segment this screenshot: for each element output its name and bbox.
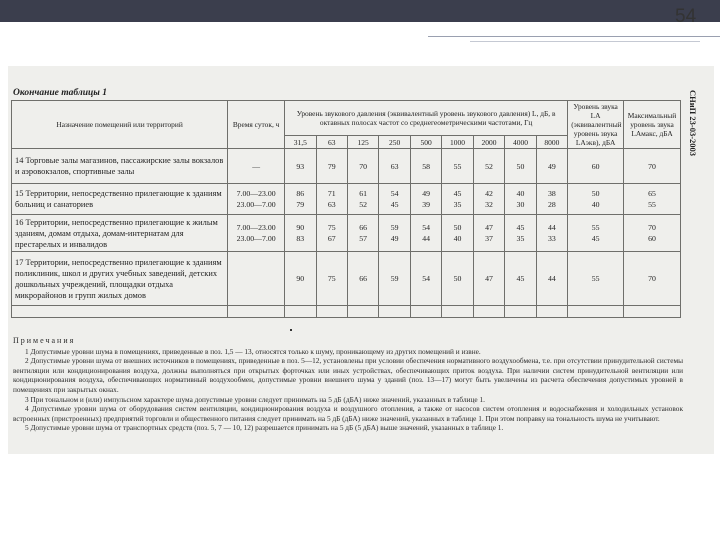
equivalent-level-cell (568, 252, 624, 306)
empty-cell (568, 306, 624, 318)
octave-level-cell-line: 54 (390, 189, 399, 198)
max-level-cell-line: 65 (648, 189, 656, 198)
octave-level-cell-line: 47 (485, 274, 493, 283)
time-of-day-cell-line: — (252, 161, 261, 171)
octave-level-cell-line: 28 (548, 200, 556, 209)
octave-level-cell-line: 42 (485, 189, 493, 198)
octave-level-cell-line: 35 (453, 200, 462, 209)
equivalent-level-cell-line: 40 (591, 200, 600, 209)
octave-level-cell-line: 40 (516, 189, 525, 198)
octave-level-cell (505, 184, 536, 215)
octave-level-cell-line: 33 (548, 234, 556, 243)
time-of-day-cell-line: 23.00—7.00 (236, 200, 276, 209)
empty-cell (228, 306, 285, 318)
frequency-header-cell: 500 (410, 136, 441, 149)
equivalent-level-cell (568, 149, 624, 184)
octave-level-cell (473, 252, 504, 306)
frequency-header-cell: 1000 (442, 136, 473, 149)
octave-level-cell (410, 215, 441, 252)
empty-cell (624, 306, 681, 318)
note-item: 4 Допустимые уровни шума от оборудования систем вентиляции, кондиционирования воздуха и воздушного отопления, а также от насосов систем отопления и водоснабжения и холодильных установок встроенных (пристроенных) предприятий торговли и общественного питания следует принимать на 5 дБ (дБА) ниже значений, указанных в таблице 1. При этом поправку на тональность шума не учитывают. (13, 404, 683, 423)
octave-level-cell (442, 184, 473, 215)
octave-level-cell-line: 45 (453, 189, 462, 198)
table-row (12, 252, 681, 306)
octave-level-cell (410, 184, 441, 215)
frequency-header-cell: 125 (347, 136, 378, 149)
room-or-territory-name: 15 Территории, непосредственно прилегающие к зданиям больниц и санаториев (12, 184, 228, 215)
col-header-max-level: Максимальный уровень звука LAмакс, дБА (624, 101, 681, 149)
room-or-territory-name: 14 Торговые залы магазинов, пассажирские залы вокзалов и аэровокзалов, спортивные залы (12, 149, 228, 184)
octave-level-cell-line: 54 (422, 274, 430, 283)
octave-level-cell (536, 184, 568, 215)
octave-level-cell (505, 149, 536, 184)
octave-level-cell-line: 44 (422, 234, 430, 243)
octave-level-cell (473, 215, 504, 252)
octave-level-cell (442, 252, 473, 306)
octave-level-cell-line: 75 (327, 274, 336, 283)
time-of-day-cell (228, 184, 285, 215)
time-of-day-cell-line: 7.00—23.00 (236, 223, 276, 232)
equivalent-level-cell-line: 55 (591, 274, 600, 283)
slide-accent-line (428, 36, 720, 37)
octave-level-cell-line: 49 (548, 161, 556, 171)
table-body (12, 149, 681, 318)
octave-level-cell-line: 50 (453, 274, 462, 283)
octave-level-cell (442, 215, 473, 252)
equivalent-level-cell-line: 60 (591, 161, 600, 171)
equivalent-level-cell-line: 50 (591, 189, 600, 198)
octave-level-cell (347, 184, 378, 215)
frequency-header-cell: 2000 (473, 136, 504, 149)
octave-level-cell-line: 67 (327, 234, 336, 243)
noise-norms-table (11, 100, 681, 318)
frequency-header-cell: 4000 (505, 136, 536, 149)
octave-level-cell-line: 66 (359, 223, 368, 232)
empty-cell (410, 306, 441, 318)
empty-cell (442, 306, 473, 318)
octave-level-cell-line: 50 (453, 223, 462, 232)
octave-level-cell-line: 83 (296, 234, 305, 243)
octave-level-cell-line: 59 (390, 274, 399, 283)
octave-level-cell (410, 252, 441, 306)
table-row (12, 184, 681, 215)
octave-level-cell-line: 52 (485, 161, 493, 171)
octave-level-cell-line: 57 (359, 234, 368, 243)
document-code-text: СНиП 23-03-2003 (688, 90, 698, 157)
max-level-cell (624, 252, 681, 306)
octave-level-cell (536, 215, 568, 252)
slide-accent-line-secondary (470, 41, 700, 42)
octave-level-cell (316, 184, 347, 215)
octave-level-cell-line: 44 (548, 274, 556, 283)
octave-level-cell-line: 39 (422, 200, 430, 209)
room-or-territory-name: 16 Территории, непосредственно прилегающие к жилым зданиям, домам отдыха, домам-интернатам для престарелых и инвалидов (12, 215, 228, 252)
octave-level-cell-line: 66 (359, 274, 368, 283)
notes-list (13, 347, 683, 433)
octave-level-cell-line: 44 (548, 223, 556, 232)
octave-level-cell (379, 149, 410, 184)
octave-level-cell (473, 149, 504, 184)
octave-level-cell-line: 45 (516, 223, 525, 232)
octave-level-cell-line: 30 (516, 200, 525, 209)
octave-level-cell-line: 38 (548, 189, 556, 198)
octave-level-cell-line: 90 (296, 223, 305, 232)
octave-level-cell (379, 252, 410, 306)
frequency-header-cell: 250 (379, 136, 410, 149)
empty-cell (379, 306, 410, 318)
slide-page-number: 54 (675, 6, 697, 27)
max-level-cell-line: 70 (648, 223, 656, 232)
note-item: 3 При тональном и (или) импульсном характере шума допустимые уровни следует принимать на 5 дБ (дБА) ниже значений, указанных в таблице 1. (25, 394, 485, 404)
col-header-time: Время суток, ч (228, 101, 285, 149)
frequency-header-cell: 8000 (536, 136, 568, 149)
equivalent-level-cell-line: 45 (591, 234, 600, 243)
table-caption: Окончание таблицы 1 (13, 88, 108, 98)
octave-level-cell-line: 63 (390, 161, 399, 171)
octave-level-cell (285, 252, 316, 306)
scan-speck (290, 329, 292, 331)
col-header-equivalent-level: Уровень звука LA (эквивалентный уровень звука LAэкв), дБА (568, 101, 624, 149)
octave-level-cell-line: 79 (327, 161, 336, 171)
table-row-empty (12, 306, 681, 318)
max-level-cell-line: 70 (648, 161, 656, 171)
note-item: 2 Допустимые уровни шума от внешних источников в помещениях, приведенные в поз. 5—12, установлены при условии обеспечения нормативного воздухообмена, т.е. при отсутствии принудительной системы вентиляции или кондиционирования воздуха, должны выполняться при открытых форточках или иных устройствах, обеспечивающих приток воздуха. При наличии систем принудительной вентиляции или кондиционирования воздуха, обеспечивающих нормативный воздухообмен, допустимые уровни внешнего шума у зданий (поз. 13—17) могут быть увеличены из расчета обеспечения допустимых уровней в помещениях при закрытых окнах. (13, 356, 683, 394)
octave-level-cell-line: 35 (516, 234, 525, 243)
col-header-name: Назначение помещений или территорий (12, 101, 228, 149)
max-level-cell-line: 70 (648, 274, 656, 283)
time-of-day-cell (228, 149, 285, 184)
octave-level-cell-line: 63 (327, 200, 336, 209)
octave-level-cell-line: 90 (296, 274, 305, 283)
time-of-day-cell (228, 252, 285, 306)
octave-level-cell-line: 50 (516, 161, 525, 171)
octave-level-cell (505, 252, 536, 306)
octave-level-cell (347, 252, 378, 306)
octave-level-cell-line: 93 (296, 161, 305, 171)
octave-level-cell (505, 215, 536, 252)
note-item: 5 Допустимые уровни шума от транспортных средств (поз. 5, 7 — 10, 12) разрешается принимать на 5 дБ (5 дБА) выше значений, указанных в таблице 1. (25, 423, 504, 433)
col-header-octave-levels: Уровень звукового давления (эквивалентный уровень звукового давления) L, дБ, в октавных полосах частот со среднегеометрическими частотами, Гц (285, 101, 568, 136)
octave-level-cell (316, 149, 347, 184)
octave-level-cell-line: 40 (453, 234, 462, 243)
empty-cell (12, 306, 228, 318)
notes-section (13, 336, 683, 433)
empty-cell (473, 306, 504, 318)
octave-level-cell (410, 149, 441, 184)
octave-level-cell-line: 37 (485, 234, 493, 243)
octave-level-cell (347, 215, 378, 252)
octave-level-cell-line: 52 (359, 200, 368, 209)
octave-level-cell-line: 86 (296, 189, 305, 198)
time-of-day-cell (228, 215, 285, 252)
frequency-header-cell: 31,5 (285, 136, 316, 149)
octave-level-cell (379, 184, 410, 215)
slide-top-bar (0, 0, 720, 22)
octave-level-cell-line: 49 (390, 234, 399, 243)
octave-level-cell-line: 49 (422, 189, 430, 198)
octave-level-cell-line: 45 (390, 200, 399, 209)
empty-cell (505, 306, 536, 318)
octave-level-cell-line: 61 (359, 189, 368, 198)
max-level-cell-line: 60 (648, 234, 656, 243)
max-level-cell (624, 215, 681, 252)
octave-level-cell-line: 71 (327, 189, 336, 198)
note-item: 1 Допустимые уровни шума в помещениях, приведенные в поз. 1,5 — 13, относятся только к шуму, проникающему из других помещений и извне. (25, 346, 481, 356)
equivalent-level-cell (568, 215, 624, 252)
time-of-day-cell-line: 7.00—23.00 (236, 189, 276, 198)
octave-level-cell (285, 149, 316, 184)
time-of-day-cell-line: 23.00—7.00 (236, 234, 276, 243)
octave-level-cell (285, 215, 316, 252)
octave-level-cell-line: 79 (296, 200, 305, 209)
octave-level-cell (379, 215, 410, 252)
document-code (686, 90, 700, 230)
frequency-header-cell: 63 (316, 136, 347, 149)
equivalent-level-cell (568, 184, 624, 215)
notes-title: Примечания (13, 336, 76, 345)
max-level-cell-line: 55 (648, 200, 656, 209)
octave-level-cell (442, 149, 473, 184)
max-level-cell (624, 184, 681, 215)
octave-level-cell (536, 252, 568, 306)
table-row (12, 149, 681, 184)
table-row (12, 215, 681, 252)
octave-level-cell (347, 149, 378, 184)
octave-level-cell (285, 184, 316, 215)
octave-level-cell-line: 54 (422, 223, 430, 232)
octave-level-cell-line: 47 (485, 223, 493, 232)
octave-level-cell-line: 55 (453, 161, 462, 171)
octave-level-cell-line: 58 (422, 161, 430, 171)
octave-level-cell-line: 70 (359, 161, 368, 171)
octave-level-cell-line: 45 (516, 274, 525, 283)
max-level-cell (624, 149, 681, 184)
octave-level-cell (316, 252, 347, 306)
octave-level-cell (316, 215, 347, 252)
empty-cell (536, 306, 568, 318)
octave-level-cell (536, 149, 568, 184)
octave-level-cell-line: 75 (327, 223, 336, 232)
equivalent-level-cell-line: 55 (591, 223, 600, 232)
empty-cell (347, 306, 378, 318)
octave-level-cell-line: 59 (390, 223, 399, 232)
octave-level-cell-line: 32 (485, 200, 493, 209)
empty-cell (285, 306, 316, 318)
room-or-territory-name: 17 Территории, непосредственно прилегающие к зданиям поликлиник, школ и других учебных заведений, детских дошкольных учреждений, площадки отдыха микрорайонов и групп жилых домов (12, 252, 228, 306)
empty-cell (316, 306, 347, 318)
octave-level-cell (473, 184, 504, 215)
